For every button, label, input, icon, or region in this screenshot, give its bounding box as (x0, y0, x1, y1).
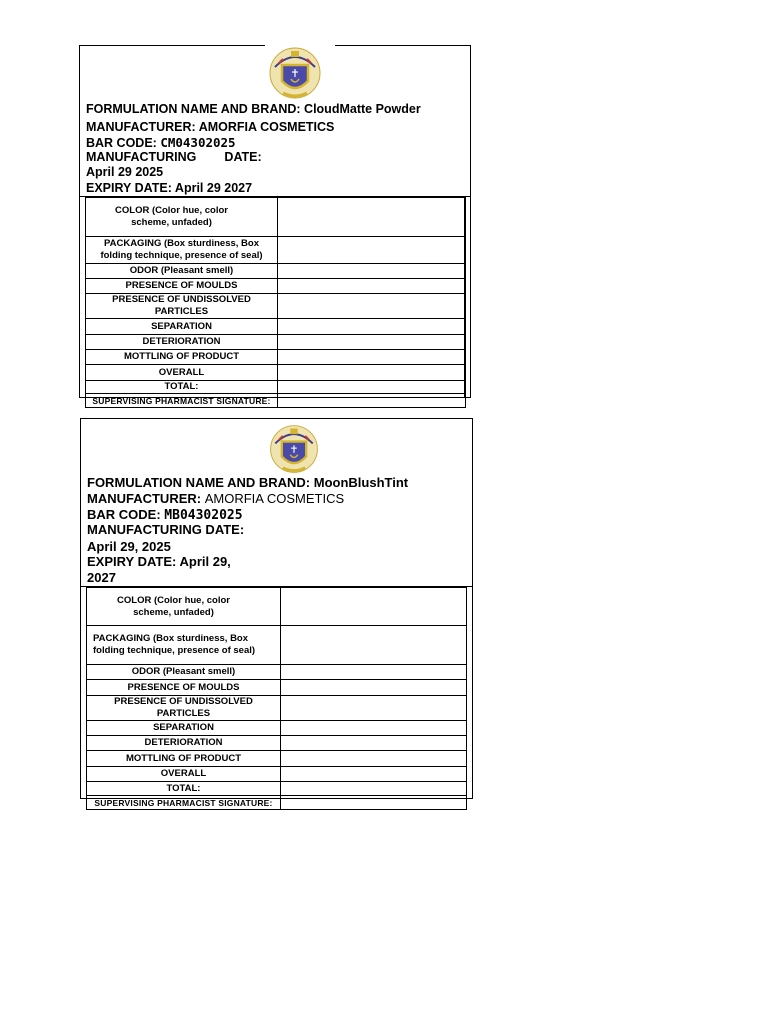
score-cell[interactable] (281, 721, 467, 736)
barcode-value: CM04302025 (160, 135, 236, 150)
criteria-label: SEPARATION (86, 319, 278, 335)
criteria-label: COLOR (Color hue, color scheme, unfaded) (87, 588, 281, 626)
criteria-label: PRESENCE OF UNDISSOLVED PARTICLES (86, 294, 278, 319)
expiry-value: April 29 2027 (174, 181, 253, 195)
evaluation-table (85, 197, 466, 408)
table-row (86, 264, 466, 279)
label-card-moonblushtint (80, 418, 473, 808)
table-row (86, 381, 466, 394)
score-cell[interactable] (281, 736, 467, 751)
score-cell[interactable] (281, 751, 467, 767)
formulation-line: FORMULATION NAME AND BRAND: CloudMatte Powder (86, 102, 421, 116)
score-cell[interactable] (278, 319, 466, 335)
score-cell[interactable] (278, 294, 466, 319)
score-cell[interactable] (281, 680, 467, 696)
manufacturer-line: MANUFACTURER: AMORFIA COSMETICS (86, 120, 335, 134)
criteria-label: MOTTLING OF PRODUCT (87, 751, 281, 767)
label-card-cloudmatte (79, 45, 471, 406)
formulation-value: MoonBlushTint (313, 475, 409, 490)
criteria-label: ODOR (Pleasant smell) (87, 665, 281, 680)
score-cell[interactable] (278, 365, 466, 381)
score-cell[interactable] (278, 198, 466, 237)
expiry-year: 2027 (87, 570, 116, 585)
score-cell[interactable] (281, 767, 467, 782)
criteria-label: COLOR (Color hue, color scheme, unfaded) (86, 198, 278, 237)
table-row (86, 335, 466, 350)
evaluation-table (86, 587, 467, 810)
table-row (87, 782, 467, 796)
barcode-value: MB04302025 (164, 508, 243, 523)
score-cell[interactable] (278, 279, 466, 294)
manufacturing-date-value: April 29, 2025 (87, 539, 171, 554)
criteria-label: PACKAGING (Box sturdiness, Box folding technique, presence of seal) (86, 237, 278, 264)
score-cell[interactable] (278, 237, 466, 264)
table-row (87, 767, 467, 782)
manufacturing-date-label: MANUFACTURING DATE: (87, 522, 245, 537)
table-row (86, 319, 466, 335)
table-row (87, 696, 467, 721)
manufacturer-line: MANUFACTURER: AMORFIA COSMETICS (87, 491, 345, 506)
criteria-label: PRESENCE OF MOULDS (87, 680, 281, 696)
table-row (87, 665, 467, 680)
table-row (87, 588, 467, 626)
table-row (87, 721, 467, 736)
criteria-label: PACKAGING (Box sturdiness, Box folding technique, presence of seal) (87, 626, 281, 665)
table-edge (464, 197, 465, 398)
table-row (86, 279, 466, 294)
table-row (86, 294, 466, 319)
table-row (87, 680, 467, 696)
score-cell[interactable] (278, 264, 466, 279)
criteria-label: PRESENCE OF UNDISSOLVED PARTICLES (87, 696, 281, 721)
criteria-label: MOTTLING OF PRODUCT (86, 350, 278, 365)
table-row (86, 350, 466, 365)
manufacturing-date-value: April 29 2025 (86, 165, 164, 179)
signature-label: SUPERVISING PHARMACIST SIGNATURE: (87, 796, 281, 810)
formulation-value: CloudMatte Powder (304, 102, 421, 116)
score-cell[interactable] (278, 350, 466, 365)
score-cell[interactable] (281, 782, 467, 796)
table-row (86, 394, 466, 408)
signature-cell[interactable] (278, 394, 466, 408)
expiry-line: EXPIRY DATE: April 29, (87, 554, 231, 569)
expiry-line: EXPIRY DATE: April 29 2027 (86, 181, 253, 195)
table-row (86, 237, 466, 264)
score-cell[interactable] (281, 588, 467, 626)
manufacturer-value: AMORFIA COSMETICS (204, 491, 345, 506)
table-row (86, 365, 466, 381)
criteria-label: DETERIORATION (87, 736, 281, 751)
score-cell[interactable] (281, 696, 467, 721)
pharmacy-seal-logo (267, 43, 323, 105)
criteria-label: TOTAL: (87, 782, 281, 796)
signature-cell[interactable] (281, 796, 467, 810)
table-row (87, 751, 467, 767)
criteria-label: ODOR (Pleasant smell) (86, 264, 278, 279)
criteria-label: TOTAL: (86, 381, 278, 394)
criteria-label: OVERALL (87, 767, 281, 782)
manufacturer-value: AMORFIA COSMETICS (198, 120, 335, 134)
barcode-line: BAR CODE: CM04302025 (86, 135, 236, 150)
barcode-line: BAR CODE: MB04302025 (87, 507, 243, 523)
score-cell[interactable] (278, 335, 466, 350)
table-row (87, 796, 467, 810)
criteria-label: PRESENCE OF MOULDS (86, 279, 278, 294)
manufacturing-date-label: MANUFACTURING DATE: (86, 150, 262, 164)
signature-label: SUPERVISING PHARMACIST SIGNATURE: (86, 394, 278, 408)
criteria-label: DETERIORATION (86, 335, 278, 350)
score-cell[interactable] (281, 665, 467, 680)
score-cell[interactable] (281, 626, 467, 665)
pharmacy-seal-logo (267, 421, 321, 479)
table-row (87, 626, 467, 665)
criteria-label: SEPARATION (87, 721, 281, 736)
score-cell[interactable] (278, 381, 466, 394)
formulation-line: FORMULATION NAME AND BRAND: MoonBlushTint (87, 475, 409, 490)
table-row (87, 736, 467, 751)
table-row (86, 198, 466, 237)
expiry-value: April 29, (179, 554, 231, 569)
criteria-label: OVERALL (86, 365, 278, 381)
